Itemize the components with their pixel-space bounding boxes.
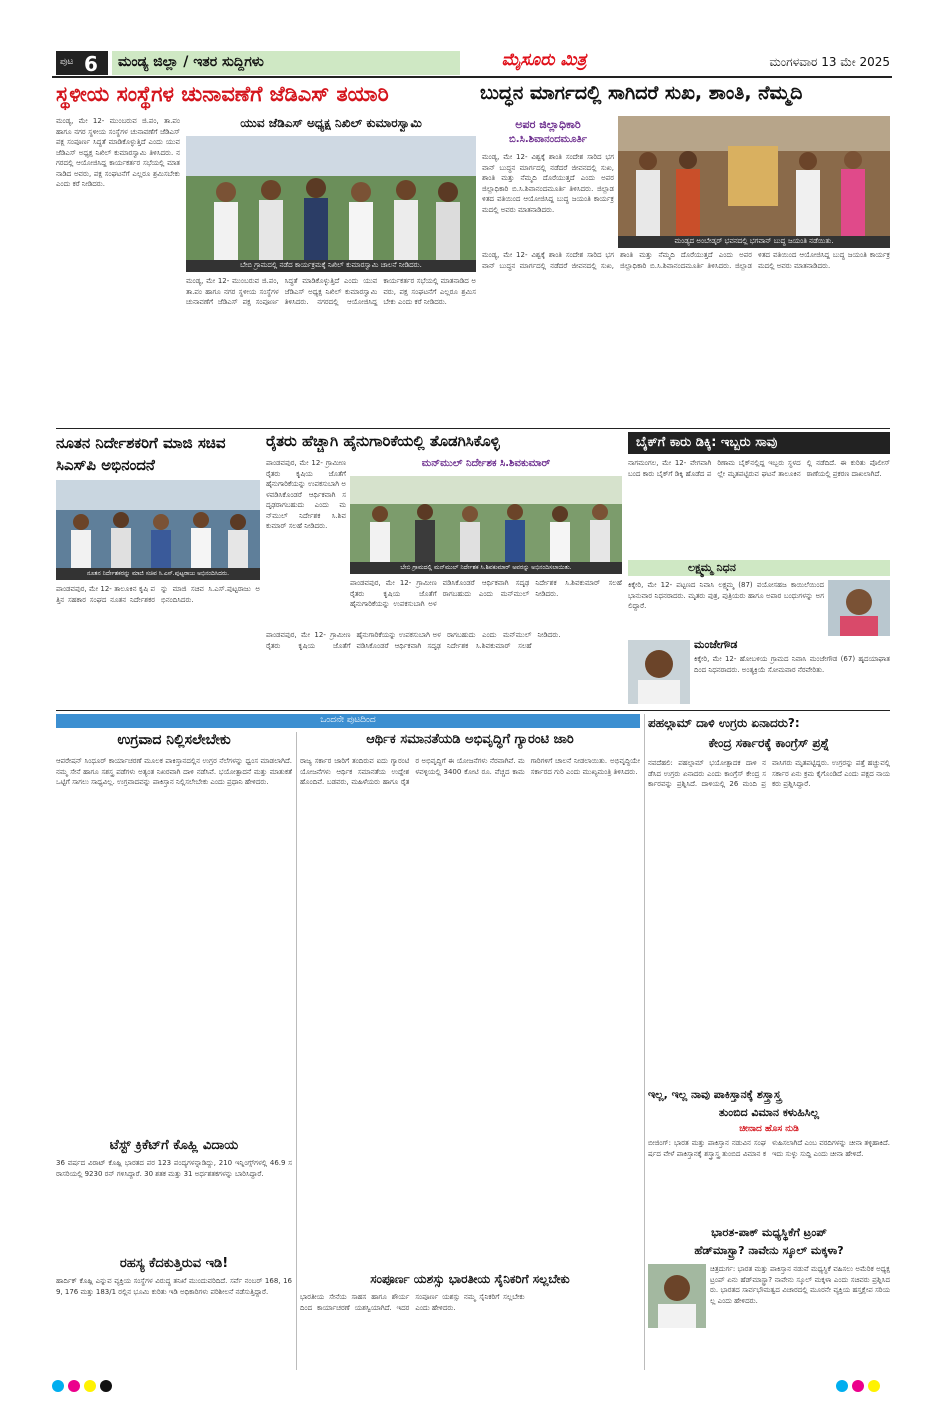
buddha-photo (618, 116, 890, 236)
obit-manjegowda-photo (628, 640, 690, 704)
obit-manjegowda-headline: ಮಂಜೇಗೌಡ (694, 638, 738, 651)
planes-kicker: ಚೀನಾದ ಹೊಸ ನುಡಿ (739, 1124, 799, 1134)
planes-headline-2: ತುಂಬಿದ ವಿಮಾನ ಕಳುಹಿಸಿಲ್ಲ (718, 1106, 820, 1119)
registration-dot (868, 1380, 880, 1392)
buddha-body: ಮಂಡ್ಯ, ಮೇ 12- ವಿಶ್ವಕ್ಕೆ ಶಾಂತಿ ಸಂದೇಶ ಸಾರಿದ ಭಗವಾನ್ ಬುದ್ಧನ ಮಾರ್ಗದಲ್ಲಿ ನಡೆದರೆ ಜೀವನದಲ್ಲಿ ಸುಖ, ಶಾಂತಿ ಮತ್ತು ನೆಮ್ಮದಿ ದೊರೆಯುತ್ತದೆ ಎಂದು ಅಪರ ಜಿಲ್ಲಾಧಿಕಾರಿ ಬಿ.ಸಿ.ಶಿವಾನಂದಮೂರ್ತಿ ತಿಳಿಸಿದರು. ಜಿಲ್ಲಾಡಳಿತದ ವತಿಯಿಂದ ಆಯೋಜಿಸಿದ್ದ ಬುದ್ಧ ಜಯಂತಿ ಕಾರ್ಯಕ್ರಮದಲ್ಲಿ ಅವರು ಮಾತನಾಡಿದರು. (482, 153, 614, 214)
local-polls-body: ಮಂಡ್ಯ, ಮೇ 12- ಮುಂಬರುವ ಜಿ.ಪಂ, ತಾ.ಪಂ ಹಾಗೂ ನಗರ ಸ್ಥಳೀಯ ಸಂಸ್ಥೆಗಳ ಚುನಾವಣೆಗೆ ಜೆಡಿಎಸ್ ಪಕ್ಷ ಸಂಪೂರ್ಣ ಸಿದ್ಧತೆ ಮಾಡಿಕೊಳ್ಳುತ್ತಿದೆ ಎಂದು ಯುವ ಜೆಡಿಎಸ್ ಅಧ್ಯಕ್ಷ ನಿಖಿಲ್ ಕುಮಾರಸ್ವಾಮಿ ತಿಳಿಸಿದರು. ನಗರದಲ್ಲಿ ಆಯೋಜಿಸಿದ್ದ ಕಾರ್ಯಕರ್ತರ ಸಭೆಯಲ್ಲಿ ಮಾತನಾಡಿದ ಅವರು, ಪಕ್ಷ ಸಂಘಟನೆಗೆ ಎಲ್ಲರೂ ಶ್ರಮಿಸಬೇಕು ಎಂದು ಕರೆ ನೀಡಿದರು. (56, 117, 180, 188)
trump-headline-1: ಭಾರತ-ಪಾಕ್ ಮಧ್ಯಸ್ಥಿಕೆಗೆ ಟ್ರಂಪ್ (711, 1226, 827, 1239)
portrait-minister-icon (648, 1264, 706, 1328)
masthead (52, 48, 892, 78)
guarantee-body: ರಾಜ್ಯ ಸರ್ಕಾರ ಜಾರಿಗೆ ತಂದಿರುವ ಐದು ಗ್ಯಾರಂಟಿ ಯೋಜನೆಗಳು ಆರ್ಥಿಕ ಸಮಾನತೆಯ ಉದ್ದೇಶ ಹೊಂದಿವೆ. ಬಡವರು, ಮಹಿಳೆಯರು ಹಾಗೂ ರೈತರ ಅಭಿವೃದ್ಧಿಗೆ ಈ ಯೋಜನೆಗಳು ನೆರವಾಗಿವೆ. ಮಳವಳ್ಳಿಯಲ್ಲಿ 3400 ಕೋಟಿ ರೂ. ವೆಚ್ಚದ ಕಾಮಗಾರಿಗಳಿಗೆ ಚಾಲನೆ ನೀಡಲಾಯಿತು. ಅಭಿವೃದ್ಧಿಯೇ ಸರ್ಕಾರದ ಗುರಿ ಎಂದು ಮುಖ್ಯಮಂತ್ರಿ ತಿಳಿಸಿದರು. (300, 757, 640, 786)
section-bar (112, 51, 460, 75)
dairy-headline: ರೈತರು ಹೆಚ್ಚಾಗಿ ಹೈನುಗಾರಿಕೆಯಲ್ಲಿ ತೊಡಗಿಸಿಕೊಳ್ಳಿ (266, 432, 500, 450)
page-number: 6 (84, 52, 98, 76)
obit-lakshmamma-photo (828, 580, 890, 636)
buddha-body-cont: ಮಂಡ್ಯ, ಮೇ 12- ವಿಶ್ವಕ್ಕೆ ಶಾಂತಿ ಸಂದೇಶ ಸಾರಿದ ಭಗವಾನ್ ಬುದ್ಧನ ಮಾರ್ಗದಲ್ಲಿ ನಡೆದರೆ ಜೀವನದಲ್ಲಿ ಸುಖ, ಶಾಂತಿ ಮತ್ತು ನೆಮ್ಮದಿ ದೊರೆಯುತ್ತದೆ ಎಂದು ಅಪರ ಜಿಲ್ಲಾಧಿಕಾರಿ ಬಿ.ಸಿ.ಶಿವಾನಂದಮೂರ್ತಿ ತಿಳಿಸಿದರು. ಜಿಲ್ಲಾಡಳಿತದ ವತಿಯಿಂದ ಆಯೋಜಿಸಿದ್ದ ಬುದ್ಧ ಜಯಂತಿ ಕಾರ್ಯಕ್ರಮದಲ್ಲಿ ಅವರು ಮಾತನಾಡಿದರು. (482, 251, 890, 270)
page-label: ಪುಟ (60, 57, 74, 67)
army-body: ಭಾರತೀಯ ಸೇನೆಯ ಸಾಹಸ ಹಾಗೂ ಶೌರ್ಯದಿಂದ ಕಾರ್ಯಾಚರಣೆ ಯಶಸ್ವಿಯಾಗಿದೆ. ಇದರ ಸಂಪೂರ್ಣ ಯಶಸ್ಸು ನಮ್ಮ ಸೈನಿಕರಿಗೆ ಸಲ್ಲಬೇಕು ಎಂದು ಹೇಳಿದರು. (300, 1293, 525, 1312)
planes-body: ಬೀಜಿಂಗ್: ಭಾರತ ಮತ್ತು ಪಾಕಿಸ್ತಾನ ನಡುವಿನ ಸಂಘರ್ಷದ ವೇಳೆ ಪಾಕಿಸ್ತಾನಕ್ಕೆ ಶಸ್ತ್ರಾಸ್ತ್ರ ತುಂಬಿದ ವಿಮಾನ ಕಳುಹಿಸಲಾಗಿದೆ ಎಂಬ ವರದಿಗಳನ್ನು ಚೀನಾ ತಳ್ಳಿಹಾಕಿದೆ. ಇದು ಸುಳ್ಳು ಸುದ್ದಿ ಎಂದು ಚೀನಾ ಹೇಳಿದೆ. (648, 1139, 890, 1158)
registration-dot (100, 1380, 112, 1392)
dairy-body-cont2: ಪಾಂಡವಪುರ, ಮೇ 12- ಗ್ರಾಮೀಣ ರೈತರು ಕೃಷಿಯ ಜೊತೆಗೆ ಹೈನುಗಾರಿಕೆಯನ್ನು ಉಪಕಸುಬಾಗಿ ಅಳವಡಿಸಿಕೊಂಡರೆ ಆರ್ಥಿಕವಾಗಿ ಸದೃಢರಾಗಬಹುದು ಎಂದು ಮನ್‌ಮುಲ್ ನಿರ್ದೇಶಕ ಸಿ.ಶಿವಕುಮಾರ್ ಸಲಹೆ ನೀಡಿದರು. (350, 579, 622, 608)
trump-headline-2: ಹೆಡ್‌ಮಾಸ್ಟ್ರಾ? ನಾವೇನು ಸ್ಕೂಲ್ ಮಕ್ಕಳಾ? (694, 1244, 844, 1257)
csp-body: ಪಾಂಡವಪುರ, ಮೇ 12- ತಾಲೂಕಿನ ಕೃಷಿ ಪತ್ತಿನ ಸಹಕಾರ ಸಂಘದ ನೂತನ ನಿರ್ದೇಶಕರನ್ನು ಮಾಜಿ ಸಚಿವ ಸಿ.ಎಸ್.ಪುಟ್ಟರಾಜು ಅಭಿನಂದಿಸಿದರು. (56, 585, 260, 604)
registration-dot (852, 1380, 864, 1392)
meeting-photo-illustration (56, 480, 260, 568)
army-headline: ಸಂಪೂರ್ಣ ಯಶಸ್ಸು ಭಾರತೀಯ ಸೈನಿಕರಿಗೆ ಸಲ್ಲಬೇಕು (370, 1272, 570, 1286)
registration-dot (84, 1380, 96, 1392)
dairy-body: ಪಾಂಡವಪುರ, ಮೇ 12- ಗ್ರಾಮೀಣ ರೈತರು ಕೃಷಿಯ ಜೊತೆಗೆ ಹೈನುಗಾರಿಕೆಯನ್ನು ಉಪಕಸುಬಾಗಿ ಅಳವಡಿಸಿಕೊಂಡರೆ ಆರ್ಥಿಕವಾಗಿ ಸದೃಢರಾಗಬಹುದು ಎಂದು ಮನ್‌ಮುಲ್ ನಿರ್ದೇಶಕ ಸಿ.ಶಿವಕುಮಾರ್ ಸಲಹೆ ನೀಡಿದರು. (266, 459, 346, 530)
terror-headline: ಉಗ್ರವಾದ ನಿಲ್ಲಿಸಲೇಬೇಕು (117, 732, 231, 748)
felicitation-photo-illustration (350, 476, 622, 562)
pahalgam-body: ನವದೆಹಲಿ: ಪಹಲ್ಗಾಮ್ ಭಯೋತ್ಪಾದಕ ದಾಳಿ ನಡೆಸಿದ ಉಗ್ರರು ಏನಾದರು ಎಂದು ಕಾಂಗ್ರೆಸ್ ಕೇಂದ್ರ ಸರ್ಕಾರವನ್ನು ಪ್ರಶ್ನಿಸಿದೆ. ದಾಳಿಯಲ್ಲಿ 26 ಮಂದಿ ಪ್ರವಾಸಿಗರು ಮೃತಪಟ್ಟಿದ್ದರು. ಉಗ್ರರನ್ನು ಪತ್ತೆ ಹಚ್ಚುವಲ್ಲಿ ಸರ್ಕಾರ ಏನು ಕ್ರಮ ಕೈಗೊಂಡಿದೆ ಎಂದು ಪಕ್ಷದ ನಾಯಕರು ಪ್ರಶ್ನಿಸಿದ್ದಾರೆ. (648, 759, 890, 788)
registration-dot (68, 1380, 80, 1392)
registration-dot (52, 1380, 64, 1392)
continued-banner-label: ಒಂದನೇ ಪುಟದಿಂದ (320, 715, 376, 725)
local-polls-body-cont: ಮಂಡ್ಯ, ಮೇ 12- ಮುಂಬರುವ ಜಿ.ಪಂ, ತಾ.ಪಂ ಹಾಗೂ ನಗರ ಸ್ಥಳೀಯ ಸಂಸ್ಥೆಗಳ ಚುನಾವಣೆಗೆ ಜೆಡಿಎಸ್ ಪಕ್ಷ ಸಂಪೂರ್ಣ ಸಿದ್ಧತೆ ಮಾಡಿಕೊಳ್ಳುತ್ತಿದೆ ಎಂದು ಯುವ ಜೆಡಿಎಸ್ ಅಧ್ಯಕ್ಷ ನಿಖಿಲ್ ಕುಮಾರಸ್ವಾಮಿ ತಿಳಿಸಿದರು. ನಗರದಲ್ಲಿ ಆಯೋಜಿಸಿದ್ದ ಕಾರ್ಯಕರ್ತರ ಸಭೆಯಲ್ಲಿ ಮಾತನಾಡಿದ ಅವರು, ಪಕ್ಷ ಸಂಘಟನೆಗೆ ಎಲ್ಲರೂ ಶ್ರಮಿಸಬೇಕು ಎಂದು ಕರೆ ನೀಡಿದರು. (186, 277, 476, 306)
divider-1 (56, 428, 890, 429)
csp-caption: ನೂತನ ನಿರ್ದೇಶಕರನ್ನು ಮಾಜಿ ಸಚಿವ ಸಿ.ಎಸ್.ಪುಟ್ಟರಾಜು ಅಭಿನಂದಿಸಿದರು. (56, 568, 260, 580)
paper-name: ಮೈಸೂರು ಮಿತ್ರ (501, 50, 587, 70)
csp-headline-1: ನೂತನ ನಿರ್ದೇಶಕರಿಗೆ ಮಾಜಿ ಸಚಿವ ಸಿಎಸ್‌ಪಿ ಅಭಿನಂದನೆ (56, 434, 226, 474)
portrait-woman-icon (828, 580, 890, 636)
column-rule-1 (296, 732, 297, 1370)
issue-date: ಮಂಗಳವಾರ 13 ಮೇ 2025 (769, 55, 890, 69)
planes-headline-1: ಇಲ್ಲ, ಇಲ್ಲ ನಾವು ಪಾಕಿಸ್ತಾನಕ್ಕೆ ಶಸ್ತ್ರಾಸ್ತ್ರ (648, 1088, 782, 1101)
obit-manjegowda-body: ಕಿಕ್ಕೇರಿ, ಮೇ 12- ಹೋಬಳಿಯ ಗ್ರಾಮದ ನಿವಾಸಿ ಮಂಜೇಗೌಡ (67) ಹೃದಯಾಘಾತದಿಂದ ನಿಧನರಾದರು. ಅಂತ್ಯಕ್ರಿಯೆ ಸೋಮವಾರ ನೆರವೇರಿತು. (694, 655, 890, 674)
terror-body: ಆಪರೇಷನ್ ಸಿಂಧೂರ್ ಕಾರ್ಯಾಚರಣೆ ಮೂಲಕ ಪಾಕಿಸ್ತಾನದಲ್ಲಿನ ಉಗ್ರರ ನೆಲೆಗಳನ್ನು ಧ್ವಂಸ ಮಾಡಲಾಗಿದೆ. ನಮ್ಮ ಸೇನೆ ಹಾಗೂ ಸಶಸ್ತ್ರ ಪಡೆಗಳು ಅತ್ಯಂತ ನಿಖರವಾಗಿ ದಾಳಿ ನಡೆಸಿವೆ. ಭಯೋತ್ಪಾದನೆ ಮತ್ತು ಮಾತುಕತೆ ಒಟ್ಟಿಗೆ ಸಾಗಲು ಸಾಧ್ಯವಿಲ್ಲ. ಉಗ್ರವಾದವನ್ನು ಪಾಕಿಸ್ತಾನ ನಿಲ್ಲಿಸಲೇಬೇಕು ಎಂದು ಪ್ರಧಾನಿ ಹೇಳಿದರು. (56, 757, 292, 786)
test-cricket-body: 36 ವರ್ಷದ ವಿರಾಟ್ ಕೊಹ್ಲಿ ಭಾರತದ ಪರ 123 ಪಂದ್ಯಗಳನ್ನಾಡಿದ್ದು, 210 ಇನ್ನಿಂಗ್ಸ್‌ಗಳಲ್ಲಿ 46.9 ಸರಾಸರಿಯಲ್ಲಿ 9230 ರನ್ ಗಳಿಸಿದ್ದಾರೆ. 30 ಶತಕ ಮತ್ತು 31 ಅರ್ಧಶತಕಗಳನ್ನು ಬಾರಿಸಿದ್ದಾರೆ. (56, 1159, 292, 1178)
ceremony-photo-illustration (618, 116, 890, 236)
local-polls-caption: ಬೇಬಿ ಗ್ರಾಮದಲ್ಲಿ ನಡೆದ ಕಾರ್ಯಕ್ರಮಕ್ಕೆ ನಿಖಿಲ್ ಕುಮಾರಸ್ವಾಮಿ ಚಾಲನೆ ನೀಡಿದರು. (186, 260, 476, 272)
registration-marks-left (52, 1380, 172, 1394)
local-polls-photo (186, 136, 476, 260)
obit-lakshmamma-body: ಕಿಕ್ಕೇರಿ, ಮೇ 12- ಪಟ್ಟಣದ ನಿವಾಸಿ ಲಕ್ಷ್ಮಮ್ಮ (87) ವಯೋಸಹಜ ಕಾಯಿಲೆಯಿಂದ ಭಾನುವಾರ ನಿಧನರಾದರು. ಮೃತರು ಪುತ್ರ, ಪುತ್ರಿಯರು ಹಾಗೂ ಅಪಾರ ಬಂಧುಗಳನ್ನು ಅಗಲಿದ್ದಾರೆ. (628, 581, 824, 610)
accident-headline-box (628, 432, 890, 454)
test-cricket-headline: ಟೆಸ್ಟ್ ಕ್ರಿಕೆಟ್‌ಗೆ ಕೊಹ್ಲಿ ವಿದಾಯ (109, 1138, 239, 1153)
guarantee-headline: ಆರ್ಥಿಕ ಸಮಾನತೆಯಡಿ ಅಭಿವೃದ್ಧಿಗೆ ಗ್ಯಾರಂಟಿ ಜಾರಿ (366, 732, 574, 747)
buddha-headline: ಬುದ್ಧನ ಮಾರ್ಗದಲ್ಲಿ ಸಾಗಿದರೆ ಸುಖ, ಶಾಂತಿ, ನೆಮ್ಮದಿ (480, 82, 803, 104)
obit-lakshmamma-headline: ಲಕ್ಷ್ಮಮ್ಮ ನಿಧನ (688, 561, 736, 574)
accident-headline: ಬೈಕ್‌ಗೆ ಕಾರು ಡಿಕ್ಕಿ: ಇಬ್ಬರು ಸಾವು (636, 435, 778, 450)
group-photo-illustration (186, 136, 476, 260)
idi-body: ಹಾರ್ದಿಕ್ ಕೊಹ್ಲಿ ಎನ್ನುವ ವ್ಯಕ್ತಿಯ ಸಂಸ್ಥೆಗಳ ವಿರುದ್ಧ ತನಿಖೆ ಮುಂದುವರಿದಿದೆ. ಸರ್ವೆ ನಂಬರ್ 168, 169, 176 ಮತ್ತು 183/1 ರಲ್ಲಿನ ಭೂಮಿ ಕುರಿತು ಇಡಿ ಅಧಿಕಾರಿಗಳು ಪರಿಶೀಲನೆ ನಡೆಸುತ್ತಿದ್ದಾರೆ. (56, 1277, 292, 1296)
dairy-photo (350, 476, 622, 562)
registration-dot (836, 1380, 848, 1392)
buddha-byline: ಬಿ.ಸಿ.ಶಿವಾನಂದಮೂರ್ತಿ (509, 134, 587, 145)
divider-2 (56, 710, 890, 711)
local-polls-subhead: ಯುವ ಜೆಡಿಎಸ್ ಅಧ್ಯಕ್ಷ ನಿಖಿಲ್ ಕುಮಾರಸ್ವಾಮಿ (240, 116, 422, 130)
section-title: ಮಂಡ್ಯ ಜಿಲ್ಲಾ / ಇತರ ಸುದ್ದಿಗಳು (118, 54, 264, 70)
idi-headline: ರಹಸ್ಯ ಕೆದಕುತ್ತಿರುವ ಇಡಿ! (119, 1256, 229, 1271)
dairy-caption: ಬೇಬಿ ಗ್ರಾಮದಲ್ಲಿ ಮನ್‌ಮುಲ್ ನಿರ್ದೇಶಕ ಸಿ.ಶಿವಕುಮಾರ್ ಅವರನ್ನು ಅಭಿನಂದಿಸಲಾಯಿತು. (350, 562, 622, 574)
obit-lakshmamma-box (628, 560, 890, 576)
csp-photo (56, 480, 260, 568)
registration-marks-right (836, 1380, 896, 1394)
local-polls-headline: ಸ್ಥಳೀಯ ಸಂಸ್ಥೆಗಳ ಚುನಾವಣೆಗೆ ಜೆಡಿಎಸ್ ತಯಾರಿ (56, 82, 389, 106)
column-rule-2 (644, 714, 645, 1370)
trump-body: ಚಿತ್ರದುರ್ಗ: ಭಾರತ ಮತ್ತು ಪಾಕಿಸ್ತಾನ ನಡುವೆ ಮಧ್ಯಸ್ಥಿಕೆ ವಹಿಸಲು ಅಮೆರಿಕ ಅಧ್ಯಕ್ಷ ಟ್ರಂಪ್ ಏನು ಹೆಡ್‌ಮಾಸ್ಟ್ರಾ? ನಾವೇನು ಸ್ಕೂಲ್ ಮಕ್ಕಳಾ ಎಂದು ಸಚಿವರು ಪ್ರಶ್ನಿಸಿದರು. ಭಾರತದ ಸಾರ್ವಭೌಮತ್ವದ ವಿಚಾರದಲ್ಲಿ ಮೂರನೇ ವ್ಯಕ್ತಿಯ ಹಸ್ತಕ್ಷೇಪ ಸರಿಯಲ್ಲ ಎಂದು ಹೇಳಿದರು. (710, 1265, 890, 1305)
page-label-box (56, 51, 108, 75)
pahalgam-headline-1: ಪಹಲ್ಗಾಮ್ ದಾಳಿ ಉಗ್ರರು ಏನಾದರು?: (648, 716, 800, 730)
continued-banner (56, 714, 640, 728)
buddha-kicker: ಅಪರ ಜಿಲ್ಲಾಧಿಕಾರಿ (515, 118, 581, 131)
dairy-body-cont: ಪಾಂಡವಪುರ, ಮೇ 12- ಗ್ರಾಮೀಣ ರೈತರು ಕೃಷಿಯ ಜೊತೆಗೆ ಹೈನುಗಾರಿಕೆಯನ್ನು ಉಪಕಸುಬಾಗಿ ಅಳವಡಿಸಿಕೊಂಡರೆ ಆರ್ಥಿಕವಾಗಿ ಸದೃಢರಾಗಬಹುದು ಎಂದು ಮನ್‌ಮುಲ್ ನಿರ್ದೇಶಕ ಸಿ.ಶಿವಕುಮಾರ್ ಸಲಹೆ ನೀಡಿದರು. (266, 631, 561, 650)
dairy-subhead: ಮನ್‌ಮುಲ್ ನಿರ್ದೇಶಕ ಸಿ.ಶಿವಕುಮಾರ್ (421, 458, 551, 469)
pahalgam-headline-2: ಕೇಂದ್ರ ಸರ್ಕಾರಕ್ಕೆ ಕಾಂಗ್ರೆಸ್ ಪ್ರಶ್ನೆ (708, 736, 830, 750)
buddha-caption: ಮಂಡ್ಯದ ಅಂಬೇಡ್ಕರ್ ಭವನದಲ್ಲಿ ಭಗವಾನ್ ಬುದ್ಧ ಜಯಂತಿ ನಡೆಯಿತು. (618, 236, 890, 248)
trump-story-photo (648, 1264, 706, 1328)
accident-body: ನಾಗಮಂಗಲ, ಮೇ 12- ವೇಗವಾಗಿ ಬಂದ ಕಾರು ಬೈಕ್‌ಗೆ ಡಿಕ್ಕಿ ಹೊಡೆದ ಪರಿಣಾಮ ಬೈಕ್‌ನಲ್ಲಿದ್ದ ಇಬ್ಬರು ಸ್ಥಳದಲ್ಲೇ ಮೃತಪಟ್ಟಿರುವ ಘಟನೆ ತಾಲೂಕಿನಲ್ಲಿ ನಡೆದಿದೆ. ಈ ಕುರಿತು ಪೊಲೀಸ್ ಠಾಣೆಯಲ್ಲಿ ಪ್ರಕರಣ ದಾಖಲಾಗಿದೆ. (628, 459, 890, 478)
portrait-man-icon (628, 640, 690, 704)
